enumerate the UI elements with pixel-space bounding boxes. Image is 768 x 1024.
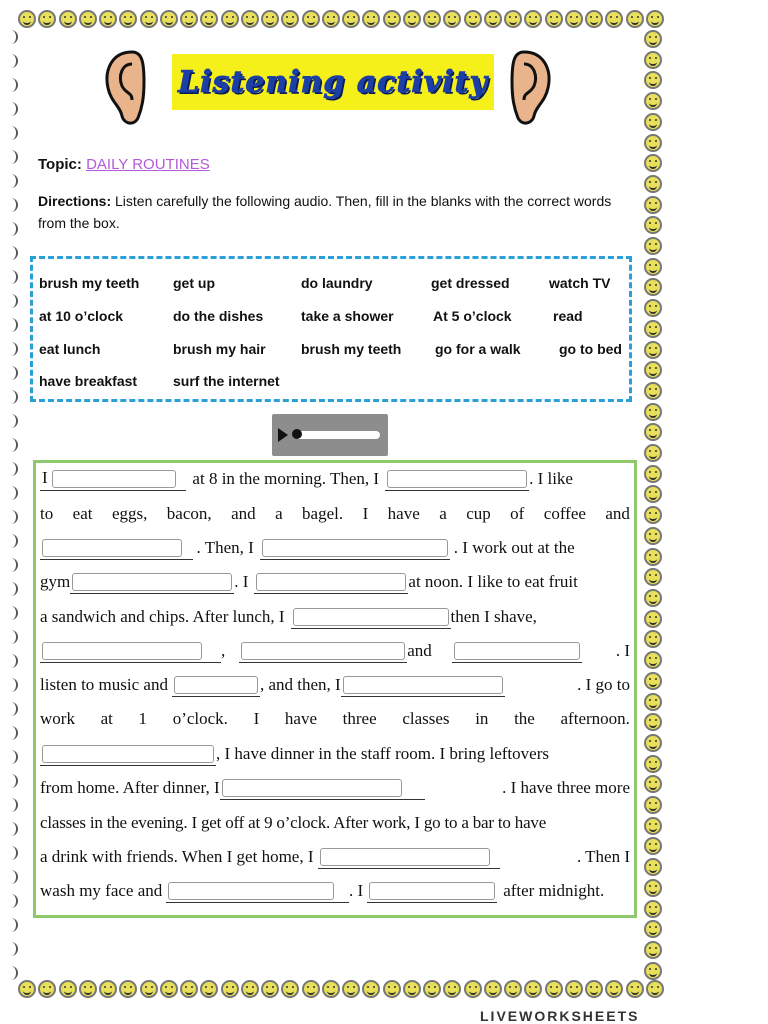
passage-text: then I shave, xyxy=(450,607,537,626)
word-bank-item: watch TV xyxy=(549,275,611,291)
passage-text xyxy=(172,674,260,697)
passage-text xyxy=(367,880,497,903)
passage-word: and xyxy=(231,504,256,523)
ear-icon-right xyxy=(508,48,554,126)
word-bank-item: do laundry xyxy=(301,275,373,291)
answer-blank-6[interactable] xyxy=(256,573,406,591)
passage-text: after midnight. xyxy=(503,881,605,900)
passage-text xyxy=(166,880,349,903)
passage-word: the xyxy=(514,709,535,728)
topic-label: Topic: xyxy=(38,156,82,173)
word-bank-item: go to bed xyxy=(559,341,622,357)
passage-text xyxy=(341,674,505,697)
passage-text: , I have dinner in the staff room. I bring leftovers xyxy=(216,744,549,763)
audio-player[interactable] xyxy=(272,414,388,456)
answer-blank-16[interactable] xyxy=(168,882,334,900)
passage-word: coffee xyxy=(543,504,586,523)
passage-word: afternoon. xyxy=(560,709,630,728)
title-banner xyxy=(172,54,494,110)
answer-blank-13[interactable] xyxy=(42,745,214,763)
passage-text xyxy=(70,571,234,594)
passage-text: from home. After dinner, I xyxy=(40,778,220,797)
ear-icon-left xyxy=(102,48,148,126)
answer-blank-15[interactable] xyxy=(320,848,490,866)
passage-line-1 xyxy=(40,462,630,496)
passage-text: gym xyxy=(40,572,71,591)
passage-line-8 xyxy=(40,702,630,736)
passage-text xyxy=(40,537,193,560)
passage-word: 1 xyxy=(138,709,148,728)
topic-value: DAILY ROUTINES xyxy=(86,156,210,173)
passage-line-9 xyxy=(40,737,630,771)
passage-line-13 xyxy=(40,874,630,908)
answer-blank-8[interactable] xyxy=(42,642,202,660)
word-bank-item: go for a walk xyxy=(435,341,521,357)
answer-blank-10[interactable] xyxy=(454,642,580,660)
passage-text xyxy=(291,606,451,629)
border-left-decoration xyxy=(8,30,22,980)
passage-text: . Then, I xyxy=(196,538,254,557)
answer-blank-2[interactable] xyxy=(387,470,527,488)
passage-word: three xyxy=(342,709,377,728)
word-bank-item: At 5 o’clock xyxy=(433,308,512,324)
passage-word: and xyxy=(605,504,630,523)
border-right-decoration xyxy=(642,30,664,980)
word-bank-item: eat lunch xyxy=(39,341,101,357)
answer-blank-1[interactable] xyxy=(52,470,176,488)
answer-blank-9[interactable] xyxy=(241,642,405,660)
audio-progress-track[interactable] xyxy=(294,431,380,439)
passage-word: to xyxy=(40,504,54,523)
passage-line-5 xyxy=(40,600,630,634)
passage-text: I xyxy=(42,467,48,487)
passage-text xyxy=(40,640,221,663)
passage-word: bagel. xyxy=(302,504,344,523)
answer-blank-4[interactable] xyxy=(262,539,448,557)
passage-text xyxy=(318,846,501,869)
passage-line-7 xyxy=(40,668,630,702)
passage-text: . I work out at the xyxy=(453,538,575,557)
passage-word: have xyxy=(387,504,420,523)
passage-line-10 xyxy=(40,771,630,805)
passage-text: , xyxy=(221,641,226,660)
passage-text: a sandwich and chips. After lunch, I xyxy=(40,607,285,626)
passage-text: and xyxy=(407,641,432,660)
passage-text: . I xyxy=(234,572,249,591)
answer-blank-7[interactable] xyxy=(293,608,449,626)
word-bank xyxy=(30,256,632,402)
word-bank-item: brush my teeth xyxy=(39,275,140,291)
word-bank-item: take a shower xyxy=(301,308,394,324)
directions-label: Directions: xyxy=(38,193,112,209)
passage-word: work xyxy=(40,709,75,728)
passage-word: of xyxy=(510,504,525,523)
passage-word: bacon, xyxy=(166,504,212,523)
answer-blank-14[interactable] xyxy=(222,779,402,797)
passage-text: classes in the evening. I get off at 9 o’clock. After work, I go to a bar to have xyxy=(40,813,547,832)
word-bank-item: do the dishes xyxy=(173,308,264,324)
passage-word: have xyxy=(284,709,318,728)
passage-line-2 xyxy=(40,497,630,531)
passage-text xyxy=(260,537,450,560)
passage-text: . I xyxy=(349,881,364,900)
passage-line-3 xyxy=(40,531,630,565)
passage-text xyxy=(40,743,216,766)
liveworksheets-logo: LIVEWORKSHEETS xyxy=(480,1008,640,1024)
passage-text xyxy=(385,468,529,491)
passage-line-12 xyxy=(40,840,630,874)
answer-blank-11[interactable] xyxy=(174,676,258,694)
passage-text xyxy=(452,640,582,663)
word-bank-item: get dressed xyxy=(431,275,510,291)
word-bank-item: have breakfast xyxy=(39,373,138,389)
passage-text: . I xyxy=(615,641,630,660)
directions-body: Listen carefully the following audio. Then, fill in the blanks with the correct words from the box. xyxy=(38,193,612,231)
passage-word: at xyxy=(100,709,113,728)
passage-text: . I go to xyxy=(577,675,630,694)
passage-line-11 xyxy=(40,806,630,840)
border-bottom-decoration xyxy=(18,978,664,1000)
passage-word: cup xyxy=(466,504,491,523)
play-icon[interactable] xyxy=(278,428,288,442)
passage-word: a xyxy=(439,504,447,523)
word-bank-item: brush my hair xyxy=(173,341,266,357)
passage-word: classes xyxy=(402,709,450,728)
word-bank-item: read xyxy=(553,308,583,324)
passage-text: listen to music and xyxy=(40,675,168,694)
audio-progress-knob[interactable] xyxy=(292,429,302,439)
border-top-decoration xyxy=(18,8,664,30)
directions-text xyxy=(38,190,638,234)
passage-text: . I like xyxy=(529,469,573,488)
word-bank-item: at 10 o’clock xyxy=(39,308,124,324)
passage-text: at noon. I like to eat fruit xyxy=(408,572,578,591)
passage-line-6 xyxy=(40,634,630,668)
answer-blank-3[interactable] xyxy=(42,539,182,557)
passage-text xyxy=(40,468,186,491)
passage-text: a drink with friends. When I get home, I xyxy=(40,847,314,866)
passage-text: at 8 in the morning. Then, I xyxy=(192,469,380,488)
passage-word: in xyxy=(475,709,489,728)
topic-line xyxy=(38,156,210,173)
word-bank-item: brush my teeth xyxy=(301,341,402,357)
passage-text: , and then, I xyxy=(259,675,341,694)
passage-text xyxy=(254,571,408,594)
word-bank-item: get up xyxy=(173,275,215,291)
answer-blank-5[interactable] xyxy=(72,573,232,591)
page-title: Listening activity xyxy=(178,64,488,100)
passage-text: . I have three more xyxy=(502,778,630,797)
passage-text: wash my face and xyxy=(40,881,163,900)
passage-text xyxy=(220,777,425,800)
passage-text: . Then I xyxy=(576,847,630,866)
word-bank-item: surf the internet xyxy=(173,373,280,389)
passage-word: a xyxy=(275,504,283,523)
passage-word: o’clock. xyxy=(172,709,228,728)
passage-line-4 xyxy=(40,565,630,599)
answer-blank-12[interactable] xyxy=(343,676,503,694)
passage-word: I xyxy=(362,504,369,523)
passage-word: I xyxy=(253,709,260,728)
passage-word: eggs, xyxy=(111,504,148,523)
passage-word: eat xyxy=(72,504,93,523)
passage-text xyxy=(239,640,407,663)
answer-blank-17[interactable] xyxy=(369,882,495,900)
